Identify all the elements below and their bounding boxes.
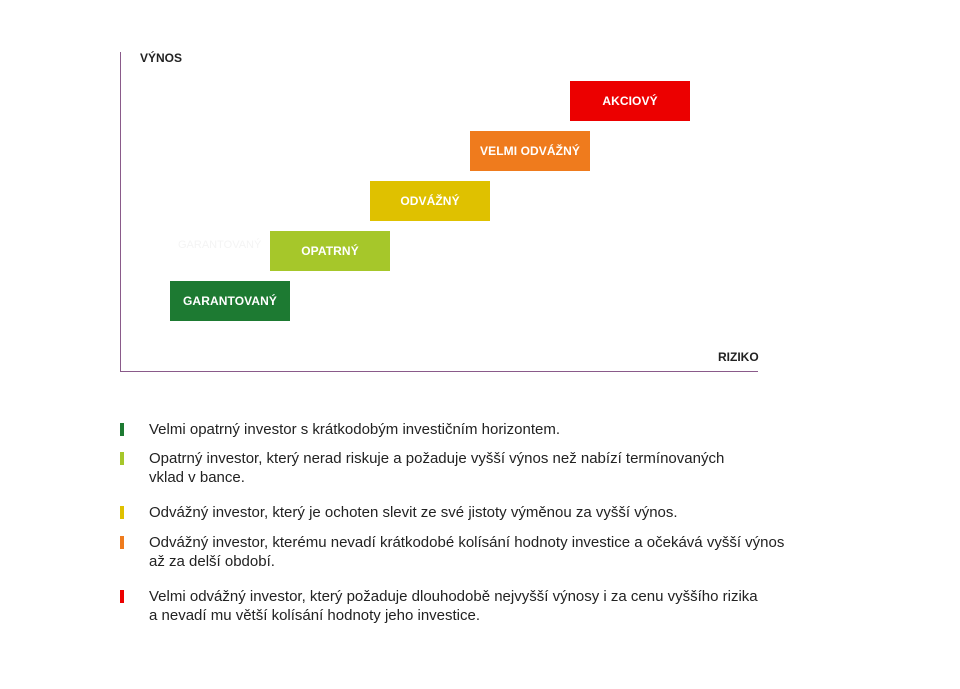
y-axis-line [120,52,121,372]
legend-marker [120,590,124,603]
legend-item-velmi-odvazny [120,533,784,571]
legend-text: Velmi odvážný investor, který požaduje dlouhodobě nejvyšší výnosy i za cenu vyššího rizika a nevadí mu větší kolísání hodnoty jeho investice. [149,588,758,624]
y-axis-label: VÝNOS [140,51,183,65]
x-axis-line [120,371,758,372]
legend-marker [120,423,124,436]
legend-marker [120,536,124,549]
step-odvazny: ODVÁŽNÝ [370,181,490,221]
step-akciovy: AKCIOVÝ [570,81,690,121]
step-velmi-odvazny: VELMI ODVÁŽNÝ [470,131,590,171]
legend-text: Velmi opatrný investor s krátkodobým investičním horizontem. [149,421,560,438]
step-opatrny: OPATRNÝ [270,231,390,271]
step-garantovany: GARANTOVANÝ [170,281,290,321]
legend-text: Odvážný investor, kterému nevadí krátkodobé kolísání hodnoty investice a očekává vyšší výnos až za delší období. [149,534,785,570]
legend-marker [120,506,124,519]
legend-marker [120,452,124,465]
legend-item-opatrny [120,449,724,487]
x-axis-label: RIZIKO [718,350,759,364]
legend-item-garantovany [120,420,560,439]
legend-item-odvazny [120,503,678,522]
legend-text: Opatrný investor, který nerad riskuje a požaduje vyšší výnos než nabízí termínovaných vklad v bance. [149,450,725,486]
legend-text: Odvážný investor, který je ochoten slevit ze své jistoty výměnou za vyšší výnos. [149,504,678,521]
ghost-label: GARANTOVANÝ [178,239,262,251]
legend-item-akciovy [120,587,758,625]
